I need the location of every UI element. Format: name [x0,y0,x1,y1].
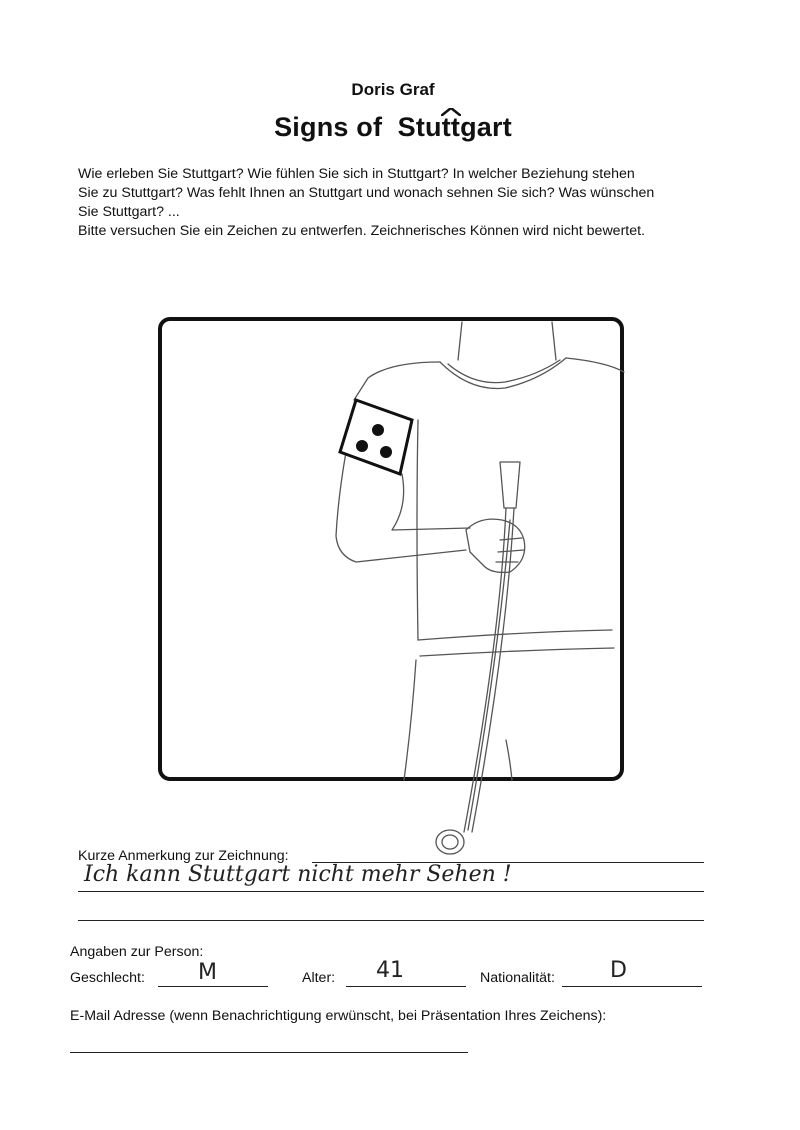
comment-rule-2 [78,891,704,892]
comment-value[interactable]: Ich kann Stuttgart nicht mehr Sehen ! [84,862,512,887]
gender-rule [158,986,268,987]
intro-line-1: Wie erleben Sie Stuttgart? Wie fühlen Sie sich in Stuttgart? In welcher Beziehung stehen [78,166,635,182]
nationality-label: Nationalität: [480,970,555,986]
title-tt [442,112,460,143]
nationality-rule [562,986,702,987]
nationality-value[interactable]: D [610,958,627,983]
email-rule [70,1052,468,1053]
age-rule [346,986,466,987]
page-title [0,112,786,143]
drawing-frame [158,317,624,781]
comment-label: Kurze Anmerkung zur Zeichnung: [78,848,289,864]
comment-rule-3 [78,920,704,921]
title-part-2: Stu [397,112,442,142]
title-tt-letters: tt [441,112,461,142]
author-name: Doris Graf [351,80,435,99]
roof-icon [441,108,461,116]
age-value[interactable]: 41 [376,958,404,983]
person-label: Angaben zur Person: [70,944,204,960]
intro-text [78,165,728,241]
torch-base [436,830,464,854]
gender-value[interactable]: M [198,960,217,985]
email-label: E-Mail Adresse (wenn Benachrichtigung erwünscht, bei Präsentation Ihres Zeichens): [70,1008,607,1024]
age-label: Alter: [302,970,336,986]
title-part-3: gart [460,112,512,142]
intro-line-4: Bitte versuchen Sie ein Zeichen zu entwerfen. Zeichnerisches Können wird nicht bewertet. [78,223,646,239]
intro-line-2: Sie zu Stuttgart? Was fehlt Ihnen an Stuttgart und wonach sehnen Sie sich? Was wünschen [78,185,655,201]
gender-label: Geschlecht: [70,970,145,986]
torch-base-inner [442,835,458,849]
intro-line-3: Sie Stuttgart? ... [78,204,180,220]
title-part-1: Signs of [274,112,383,142]
